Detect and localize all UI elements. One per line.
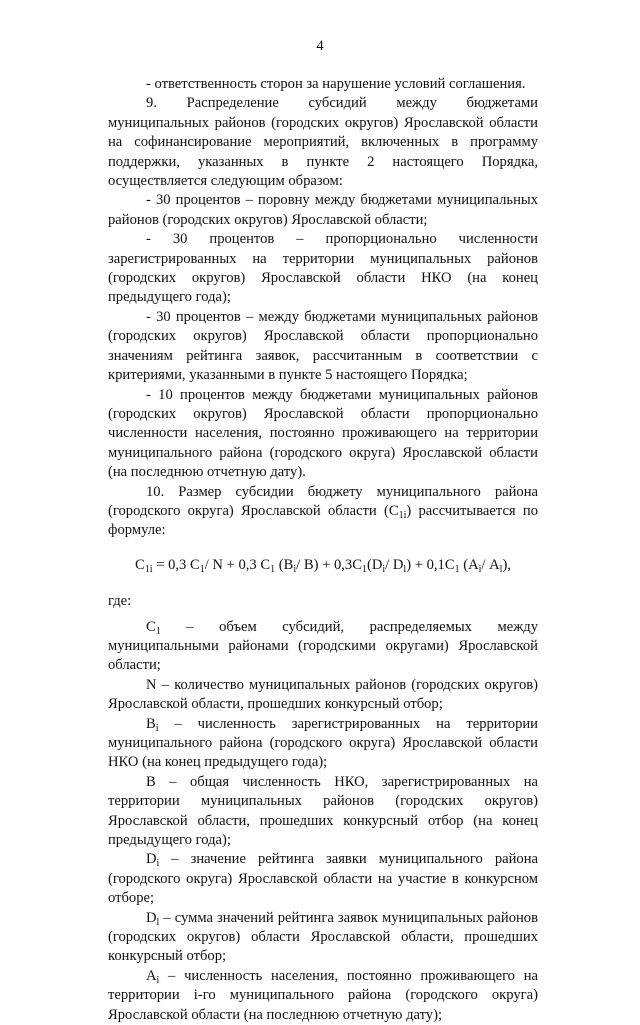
definition-symbol-subscript: l [156, 916, 160, 928]
definition-text: – объем субсидий, распределяемых между муниципальными районами (городскими округами) Ярославской области; [108, 618, 538, 674]
formula-subscript: i [293, 563, 297, 575]
definition-symbol-subscript: 1 [155, 625, 161, 637]
formula-term: / В) + 0,3С [296, 556, 362, 573]
paragraph-responsibility: - ответственность сторон за нарушение условий соглашения. [146, 76, 526, 92]
definition-text: – значение рейтинга заявки муниципального района (городского округа) Ярославской области на участие в конкурсном отборе; [108, 851, 538, 907]
paragraph-30-rating: - 30 процентов – между бюджетами муниципальных районов (городских округов) Ярославской области пропорционально значениям рейтинга заявок, рассчитанным в соответствии с критериями, указанными в пункте 5 настоящего Порядка; [108, 308, 538, 384]
definitions-list [108, 618, 538, 1025]
definition-text: – численность зарегистрированных на территории муниципального района (городского округа) Ярославской области НКО (на конец предыдущего года); [108, 715, 538, 771]
definition-item [108, 967, 538, 1025]
definition-symbol: А [146, 967, 157, 984]
definition-symbol: С [146, 618, 156, 635]
formula-term: (А [459, 556, 479, 573]
definition-item [108, 850, 538, 908]
formula-term: (D [366, 556, 383, 573]
formula-subscript: l [403, 563, 407, 575]
paragraph-10-subsidy-size [108, 483, 538, 541]
formula-term: ), [502, 556, 511, 573]
formula-subscript: 1 [361, 563, 367, 575]
definition-symbol: D [146, 909, 157, 926]
definition-symbol-subscript: i [156, 858, 160, 870]
formula-term: / А [481, 556, 500, 573]
formula-subscript: l [499, 563, 503, 575]
formula-subscript: 1 [454, 563, 460, 575]
definition-text: – общая численность НКО, зарегистрированных на территории муниципальных районов (городских округов) Ярославской области, прошедших конкурсный отбор (на конец предыдущего года); [108, 773, 538, 849]
formula-subscript: 1 [199, 563, 205, 575]
formula-term: С [135, 556, 145, 573]
paragraph-10-subscript: 1i [398, 509, 407, 521]
definition-item [108, 909, 538, 967]
paragraph-10-text-start: 10. Размер субсидии бюджету муниципального района (городского округа) Ярославской области (С [108, 483, 538, 519]
paragraph-10-population: - 10 процентов между бюджетами муниципальных районов (городских округов) Ярославской области пропорционально численности населения, постоянно проживающего на территории муниципального района (городского округа) Ярославской области (на последнюю отчетную дату). [108, 386, 538, 481]
document-body [108, 75, 538, 1025]
formula-term: / D [385, 556, 404, 573]
definition-symbol: N [146, 676, 157, 693]
definition-text: – количество муниципальных районов (городских округов) Ярославской области, прошедших конкурсный отбор; [108, 676, 538, 713]
formula-term: = 0,3 С [152, 556, 200, 573]
formula-subscript: i [478, 563, 482, 575]
definition-symbol: В [146, 715, 156, 732]
paragraph-30-nko: - 30 процентов – пропорционально численности зарегистрированных на территории муниципальных районов (городских округов) Ярославской области НКО (на конец предыдущего года); [108, 231, 538, 306]
definition-symbol: D [146, 851, 157, 868]
definition-item [108, 618, 538, 676]
formula-subscript: 1i [144, 563, 153, 575]
definition-symbol-subscript: i [156, 974, 160, 986]
where-label: где: [108, 593, 132, 610]
subsidy-formula [108, 556, 538, 575]
paragraph-30-equal: - 30 процентов – поровну между бюджетами муниципальных районов (городских округов) Ярославской области; [108, 192, 538, 228]
definition-text: – численность населения, постоянно проживающего на территории i-го муниципального района (городского округа) Ярославской области (на последнюю отчетную дату); [108, 967, 538, 1023]
definition-symbol: В [146, 773, 156, 790]
formula-subscript: 1 [270, 563, 276, 575]
page-number: 4 [316, 38, 324, 54]
paragraph-10-text-end: ) рассчитывается по формуле: [108, 502, 538, 539]
formula-subscript: i [382, 563, 386, 575]
definition-symbol-subscript: i [155, 722, 159, 734]
definition-item [108, 715, 538, 773]
formula-term: / N + 0,3 С [204, 556, 271, 573]
paragraph-9-distribution: 9. Распределение субсидий между бюджетами муниципальных районов (городских округов) Ярославской области на софинансирование мероприятий, включенных в программу поддержки, указанных в пункте 2 настоящего Порядка, осуществляется следующим образом: [108, 95, 538, 190]
formula-term: ) + 0,1С [406, 556, 455, 573]
definition-item [108, 773, 538, 851]
definition-item [108, 676, 538, 715]
definition-text: – сумма значений рейтинга заявок муниципальных районов (городских округов) области Ярославской области, прошедших конкурсный отбор; [108, 909, 538, 965]
formula-term: (В [275, 556, 294, 573]
